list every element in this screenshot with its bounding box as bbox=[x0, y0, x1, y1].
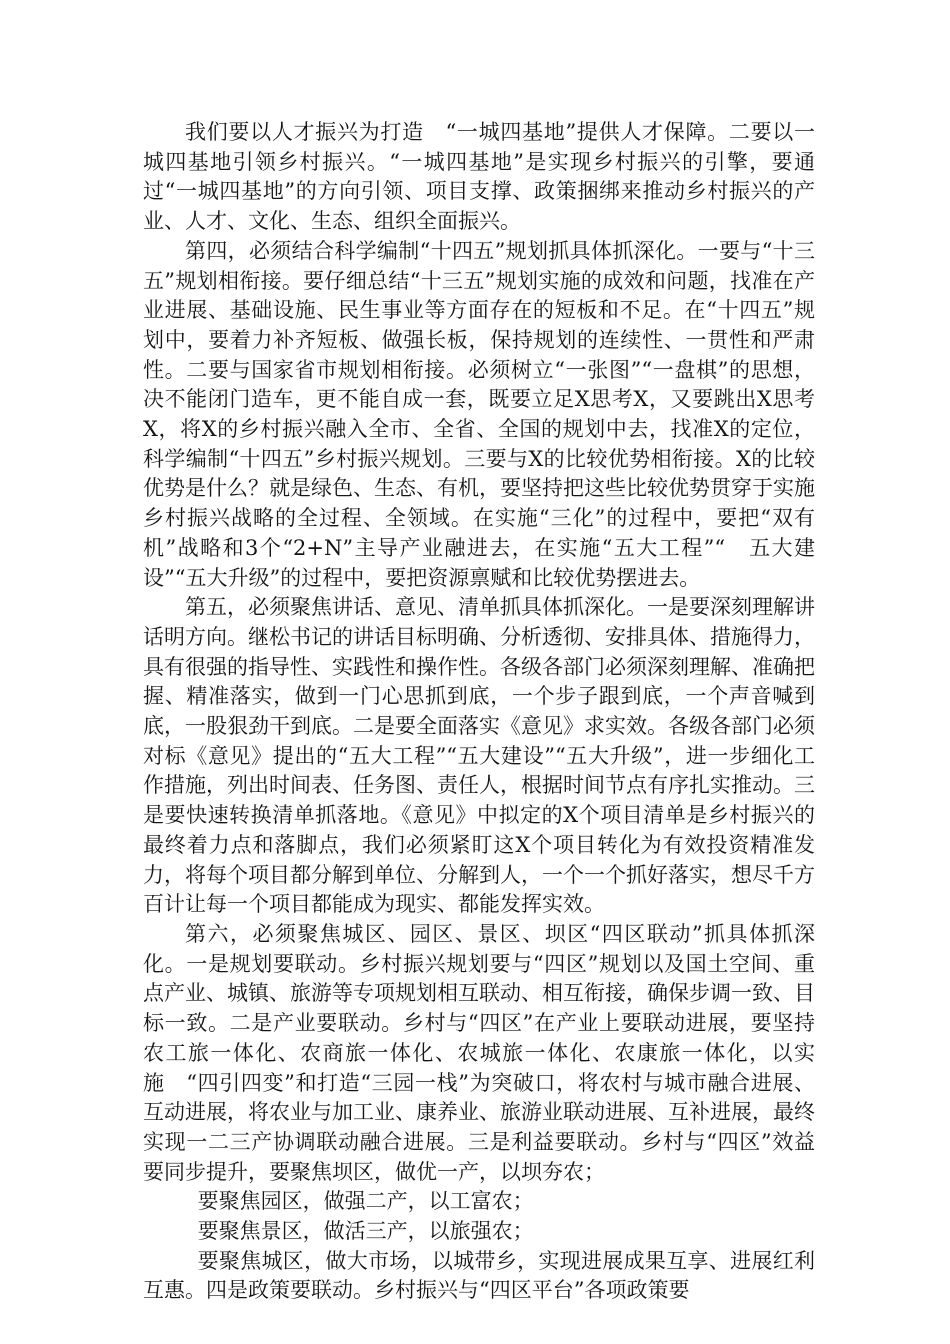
paragraph-fifth-point: 第五，必须聚焦讲话、意见、清单抓具体抓深化。一是要深刻理解讲话明方向。继松书记的讲话目标明确、分析透彻、安排具体、措施得力，具有很强的指导性、实践性和操作性。各级各部门必须深刻理解、准确把握、精准落实，做到一门心思抓到底，一个步子跟到底，一个声音喊到底，一股狠劲干到底。二是要全面落实《意见》求实效。各级各部门必须对标《意见》提出的“五大工程”“五大建设”“五大升级”，进一步细化工作措施，列出时间表、任务图、责任人，根据时间节点有序扎实推动。三是要快速转换清单抓落地。《意见》中拟定的X个项目清单是乡村振兴的最终着力点和落脚点，我们必须紧盯这X个项目转化为有效投资精准发力，将每个项目都分解到单位、分解到人，一个一个抓好落实，想尽千方百计让每一个项目都能成为现实、都能发挥实效。 bbox=[143, 595, 815, 917]
paragraph-scenic-area: 要聚焦景区，做活三产，以旅强农； bbox=[197, 1219, 534, 1244]
paragraph-urban-area: 要聚焦城区，做大市场，以城带乡，实现进展成果互享、进展红利互惠。四是政策要联动。乡村振兴与“四区平台”各项政策要 bbox=[143, 1248, 815, 1303]
paragraph-fourth-point: 第四，必须结合科学编制“十四五”规划抓具体抓深化。一要与“十三五”规划相衔接。要仔细总结“十三五”规划实施的成效和问题，找准在产业进展、基础设施、民生事业等方面存在的短板和不足。在“十四五”规划中，要着力补齐短板、做强长板，保持规划的连续性、一贯性和严肃性。二要与国家省市规划相衔接。必须树立“一张图”“一盘棋”的思想，决不能闭门造车，更不能自成一套，既要立足X思考X，又要跳出X思考X，将X的乡村振兴融入全市、全省、全国的规划中去，找准X的定位，科学编制“十四五”乡村振兴规划。三要与X的比较优势相衔接。X的比较优势是什么？就是绿色、生态、有机，要坚持把这些比较优势贯穿于实施乡村振兴战略的全过程、全领域。在实施“三化”的过程中，要把“双有机”战略和3个“2+N”主导产业融进去，在实施“五大工程”“ 五大建设”“五大升级”的过程中，要把资源禀赋和比较优势摆进去。 bbox=[143, 238, 815, 590]
paragraph-park-area: 要聚焦园区，做强二产，以工富农； bbox=[197, 1189, 534, 1214]
paragraph-sixth-point: 第六，必须聚焦城区、园区、景区、坝区“四区联动”抓具体抓深化。一是规划要联动。乡村振兴规划要与“四区”规划以及国土空间、重点产业、城镇、旅游等专项规划相互联动、相互衔接，确保步调一致、目标一致。二是产业要联动。乡村与“四区”在产业上要联动进展，要坚持农工旅一体化、农商旅一体化、农城旅一体化、农康旅一体化，以实施 “四引四变”和打造“三园一栈”为突破口，将农村与城市融合进展、互动进展，将农业与加工业、康养业、旅游业联动进展、互补进展，最终实现一二三产协调联动融合进展。三是利益要联动。乡村与“四区”效益要同步提升，要聚焦坝区，做优一产，以坝夯农； bbox=[143, 921, 815, 1184]
document-body bbox=[143, 118, 815, 1306]
paragraph-talent-revitalization: 我们要以人才振兴为打造 “一城四基地”提供人才保障。二要以一城四基地引领乡村振兴。“一城四基地”是实现乡村振兴的引擎，要通过“一城四基地”的方向引领、项目支撑、政策捆绑来推动乡村振兴的产业、人才、文化、生态、组织全面振兴。 bbox=[143, 120, 815, 234]
